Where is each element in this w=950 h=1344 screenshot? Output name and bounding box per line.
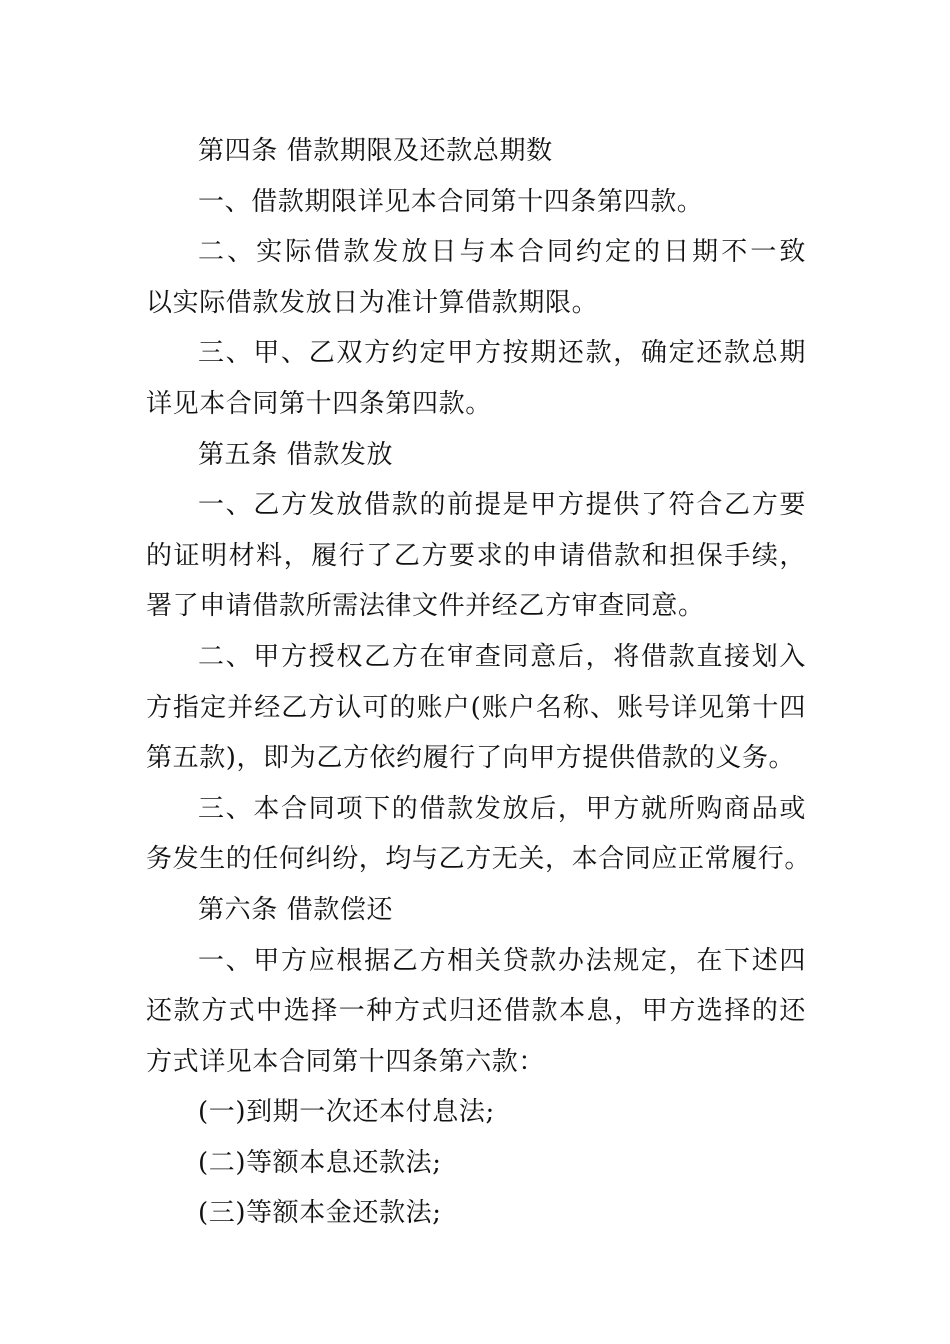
article-5-heading: 第五条 借款发放: [198, 439, 394, 470]
repayment-method-1: (一)到期一次还本付息法;: [198, 1097, 495, 1128]
article-5-clause-2-line-1: 二、甲方授权乙方在审查同意后，将借款直接划入: [198, 641, 806, 672]
article-6-clause-1-line-1: 一、甲方应根据乙方相关贷款办法规定，在下述四: [198, 945, 806, 976]
article-4-clause-3-line-2: 详见本合同第十四条第四款。: [146, 388, 492, 419]
article-6-clause-1-line-2: 还款方式中选择一种方式归还借款本息，甲方选择的还: [146, 996, 806, 1027]
article-4-clause-2-line-2: 以实际借款发放日为准计算借款期限。: [146, 287, 599, 318]
article-6-clause-1-line-3: 方式详见本合同第十四条第六款：: [146, 1046, 546, 1077]
article-4-clause-1: 一、借款期限详见本合同第十四条第四款。: [198, 186, 704, 217]
article-5-clause-1-line-2: 的证明材料，履行了乙方要求的申请借款和担保手续，: [146, 540, 806, 571]
article-4-heading: 第四条 借款期限及还款总期数: [198, 136, 553, 166]
article-5-clause-3-line-1: 三、本合同项下的借款发放后，甲方就所购商品或: [198, 793, 806, 824]
document-page: [146, 126, 812, 1239]
article-6-heading: 第六条 借款偿还: [198, 894, 394, 925]
article-5-clause-2-line-2: 方指定并经乙方认可的账户(账户名称、账号详见第十四: [146, 692, 806, 723]
article-5-clause-1-line-3: 署了申请借款所需法律文件并经乙方审查同意。: [146, 591, 705, 622]
article-5-clause-2-line-3: 第五款)，即为乙方依约履行了向甲方提供借款的义务。: [146, 743, 796, 774]
article-5-clause-3-line-2: 务发生的任何纠纷，均与乙方无关，本合同应正常履行。: [146, 844, 812, 875]
repayment-method-2: (二)等额本息还款法;: [198, 1147, 442, 1178]
article-4-clause-2-line-1: 二、实际借款发放日与本合同约定的日期不一致: [198, 237, 806, 268]
article-5-clause-1-line-1: 一、乙方发放借款的前提是甲方提供了符合乙方要: [198, 490, 806, 521]
repayment-method-3: (三)等额本金还款法;: [198, 1198, 442, 1229]
article-4-clause-3-line-1: 三、甲、乙双方约定甲方按期还款，确定还款总期: [198, 338, 806, 369]
